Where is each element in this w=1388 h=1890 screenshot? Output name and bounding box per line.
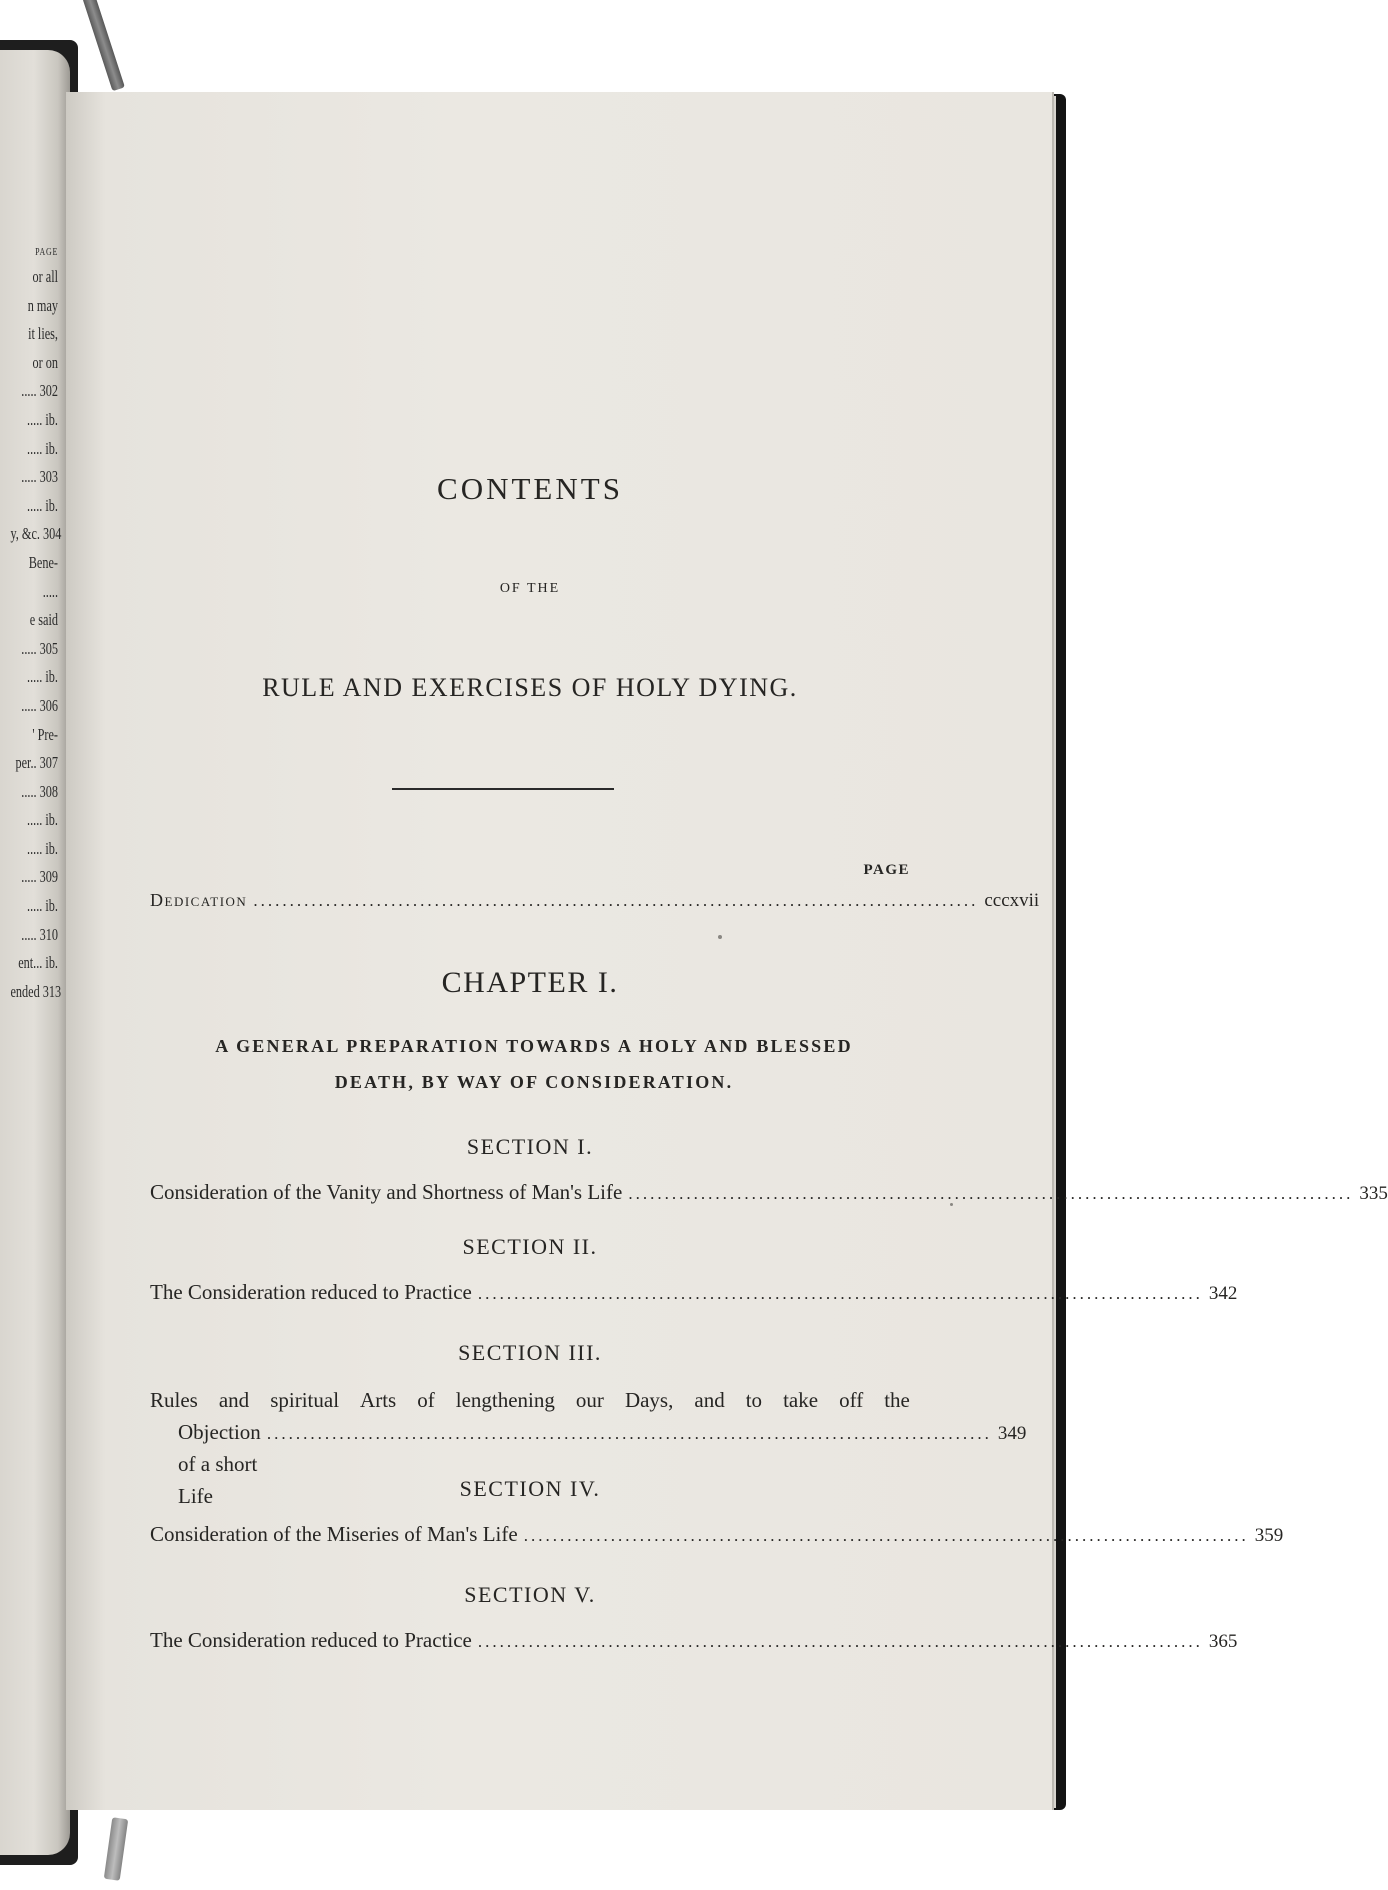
toc-entry-word: Days, [624, 1388, 674, 1412]
left-page-line: ..... ib. [27, 838, 58, 858]
toc-entry-label: The Consideration reduced to Practice [150, 1628, 472, 1652]
toc-entry-line-1 [150, 1384, 910, 1416]
left-page-line: ..... ib. [27, 810, 58, 830]
left-page [0, 50, 70, 1855]
toc-entry-word: spiritual [270, 1388, 340, 1412]
section-heading-3: SECTION III. [458, 1340, 602, 1365]
toc-entry-word: lengthening [455, 1388, 555, 1412]
toc-entry-word: of [417, 1388, 435, 1412]
left-page-line: ..... ib. [27, 438, 58, 458]
left-page-line: ..... 310 [21, 924, 58, 944]
chapter-title: CHAPTER I. [441, 966, 619, 999]
chapter-subtitle-line-1: A GENERAL PREPARATION TOWARDS A HOLY AND BLESSED [215, 1036, 853, 1056]
toc-entry-word: take [783, 1388, 819, 1412]
left-page-line: Bene- [28, 552, 58, 572]
toc-entry-dedication [150, 890, 1040, 912]
left-page-line: ..... ib. [27, 896, 58, 916]
left-page-line: ' Pre- [32, 724, 58, 744]
left-page-line: or all [32, 267, 58, 286]
toc-entry-word: the [884, 1388, 910, 1412]
divider-rule [392, 788, 614, 790]
toc-entry-label: Objection of a short Life [178, 1420, 261, 1508]
left-page-line: or on [32, 352, 58, 372]
toc-entry-page: 349 [997, 1423, 1027, 1444]
left-page-line: ..... [42, 581, 58, 601]
toc-entry-word: to [745, 1388, 763, 1412]
section-heading-2: SECTION II. [462, 1234, 598, 1259]
leader-dots: .................................................................................................... [253, 891, 979, 910]
section-heading-5: SECTION V. [464, 1582, 596, 1607]
chapter-subtitle [164, 1028, 904, 1100]
work-title: RULE AND EXERCISES OF HOLY DYING. [262, 673, 798, 702]
left-page-line: ..... 303 [21, 467, 58, 487]
toc-entry-page: 342 [1208, 1283, 1238, 1304]
toc-entry-label: Consideration of the Vanity and Shortness of Man's Life [150, 1180, 623, 1204]
chapter-subtitle-line-2: DEATH, BY WAY OF CONSIDERATION. [334, 1072, 734, 1092]
of-the-label: OF THE [499, 581, 561, 596]
toc-entry-word: Rules [150, 1388, 198, 1412]
left-page-line: ent... ib. [18, 953, 58, 973]
left-page-line: ended 313 [10, 981, 62, 1001]
section-heading-4: SECTION IV. [459, 1476, 601, 1501]
paper-speck [950, 1203, 953, 1206]
left-page-line: ..... ib. [27, 667, 58, 687]
toc-entry-section-1 [150, 1180, 1388, 1205]
left-page-text [10, 245, 62, 1006]
toc-entry-page: cccxvii [984, 890, 1040, 911]
leader-dots: .................................................................................................... [477, 1284, 1203, 1303]
left-page-line: it lies, [28, 324, 58, 344]
toc-entry-label: Dedication [150, 890, 248, 910]
left-page-line: ..... ib. [27, 409, 58, 429]
leader-dots: .................................................................................................... [523, 1526, 1249, 1545]
left-page-header: PAGE [35, 246, 58, 258]
section-heading-1: SECTION I. [466, 1134, 594, 1159]
page-title: CONTENTS [437, 471, 623, 506]
toc-entry-word: our [575, 1388, 604, 1412]
toc-entry-page: 359 [1254, 1525, 1284, 1546]
page-column-label: PAGE [863, 862, 910, 878]
left-page-line: n may [27, 295, 58, 315]
toc-entry-page: 365 [1208, 1631, 1238, 1652]
leader-dots: .................................................................................................... [477, 1632, 1203, 1651]
left-page-line: ..... 308 [21, 781, 58, 801]
left-page-line: y, &c. 304 [10, 524, 62, 544]
toc-entry-label: Consideration of the Miseries of Man's Life [150, 1522, 518, 1546]
toc-entry-word: Arts [360, 1388, 397, 1412]
left-page-line: ..... 302 [21, 381, 58, 401]
left-page-line: e said [29, 610, 58, 630]
left-page-line: ..... 309 [21, 867, 58, 887]
leader-dots: .................................................................................................... [628, 1184, 1354, 1203]
toc-entry-page: 335 [1359, 1183, 1388, 1204]
right-page [66, 92, 1054, 1810]
toc-entry-section-5 [150, 1628, 1238, 1653]
toc-entry-word: and [218, 1388, 250, 1412]
left-page-line: per.. 307 [15, 753, 59, 773]
left-page-line: ..... 306 [21, 695, 58, 715]
toc-entry-word: and [694, 1388, 725, 1412]
toc-entry-section-2 [150, 1280, 1238, 1305]
paper-speck [718, 935, 722, 939]
bookmark-ribbon-top [82, 0, 125, 91]
toc-entry-label: The Consideration reduced to Practice [150, 1280, 472, 1304]
toc-entry-word: off [839, 1388, 864, 1412]
left-page-line: ..... 305 [21, 638, 58, 658]
left-page-line: ..... ib. [27, 495, 58, 515]
bookmark-ribbon-bottom [104, 1817, 128, 1881]
leader-dots: .................................................................................................... [266, 1424, 992, 1443]
toc-entry-section-4 [150, 1522, 1284, 1547]
